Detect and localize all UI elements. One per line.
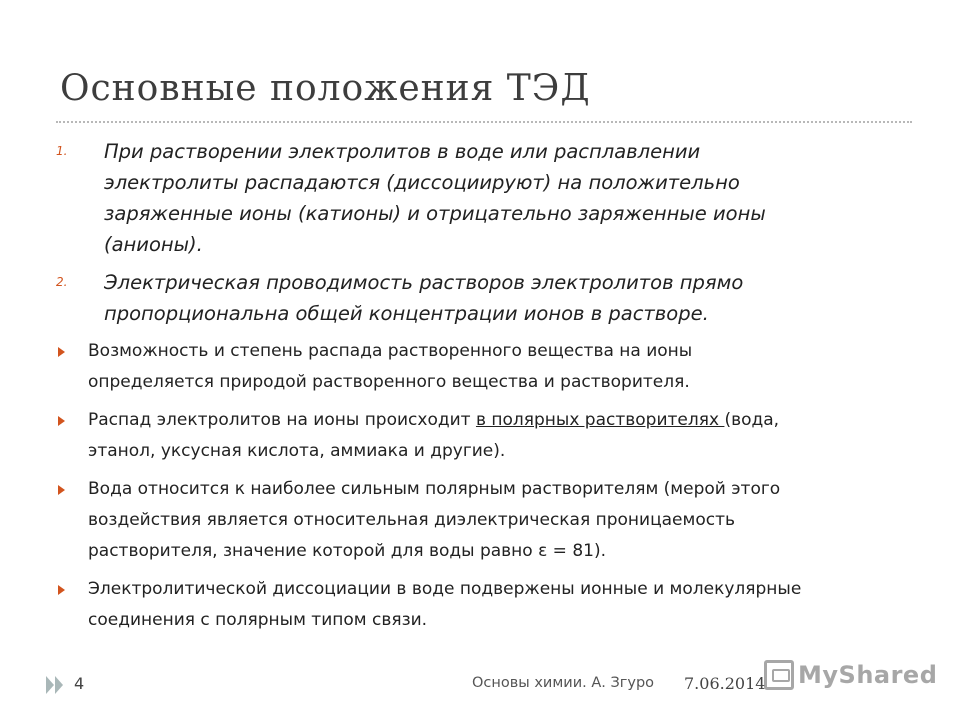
bullet-line: определяется природой растворенного вещества и растворителя. [88,372,690,392]
item-number: 1. [56,144,68,158]
bullet-line: Вода относится к наиболее сильным полярным растворителям (мерой этого [88,479,781,499]
bullet-line: воздействия является относительная диэлектрическая проницаемость [88,510,736,530]
bullet-line: соединения с полярным типом связи. [88,610,428,630]
bullet-line: (вода, [724,410,780,430]
watermark-logo [764,660,937,690]
bullet-line: Электролитической диссоциации в воде подвержены ионные и молекулярные [88,579,802,599]
item-line: электролиты распадаются (диссоциируют) на положительно [104,171,740,194]
item-line: При растворении электролитов в воде или расплавлении [104,140,701,163]
item-number: 2. [56,275,68,289]
bullet-arrow-icon [58,485,65,495]
bullet-arrow-icon [58,585,65,595]
underlined-phrase: в полярных растворителях [475,410,725,430]
footer-arrow-icon [55,676,63,694]
title-divider [56,121,912,123]
bullet-item-4 [56,574,916,636]
page-number: 4 [74,674,85,693]
bullet-arrow-icon [58,416,65,426]
watermark-text: MyShared [798,661,938,689]
bullet-item-2 [56,405,916,467]
course-name: Основы химии. А. Згуро [472,675,655,691]
numbered-item-2 [56,267,916,329]
item-line: заряженные ионы (катионы) и отрицательно заряженные ионы [104,202,766,225]
bullet-line: Возможность и степень распада растворенного вещества на ионы [88,341,693,361]
item-line: Электрическая проводимость растворов электролитов прямо [104,271,744,294]
slide-date: 7.06.2014 [684,674,766,693]
bullet-line: растворителя, значение которой для воды равно ε = 81). [88,541,607,561]
slide-body [56,136,916,643]
bullet-line: этанол, уксусная кислота, аммиака и другие). [88,441,506,461]
slide-title: Основные положения ТЭД [60,68,591,109]
item-line: (анионы). [104,233,203,256]
bullet-line: Распад электролитов на ионы происходит [88,410,476,430]
bullet-item-3 [56,474,916,567]
bullet-arrow-icon [58,347,65,357]
presentation-icon [764,660,794,690]
footer-arrows-icon [46,676,63,694]
footer-arrow-icon [46,676,54,694]
numbered-item-1 [56,136,916,260]
bullet-item-1 [56,336,916,398]
item-line: пропорциональна общей концентрации ионов в растворе. [104,302,709,325]
